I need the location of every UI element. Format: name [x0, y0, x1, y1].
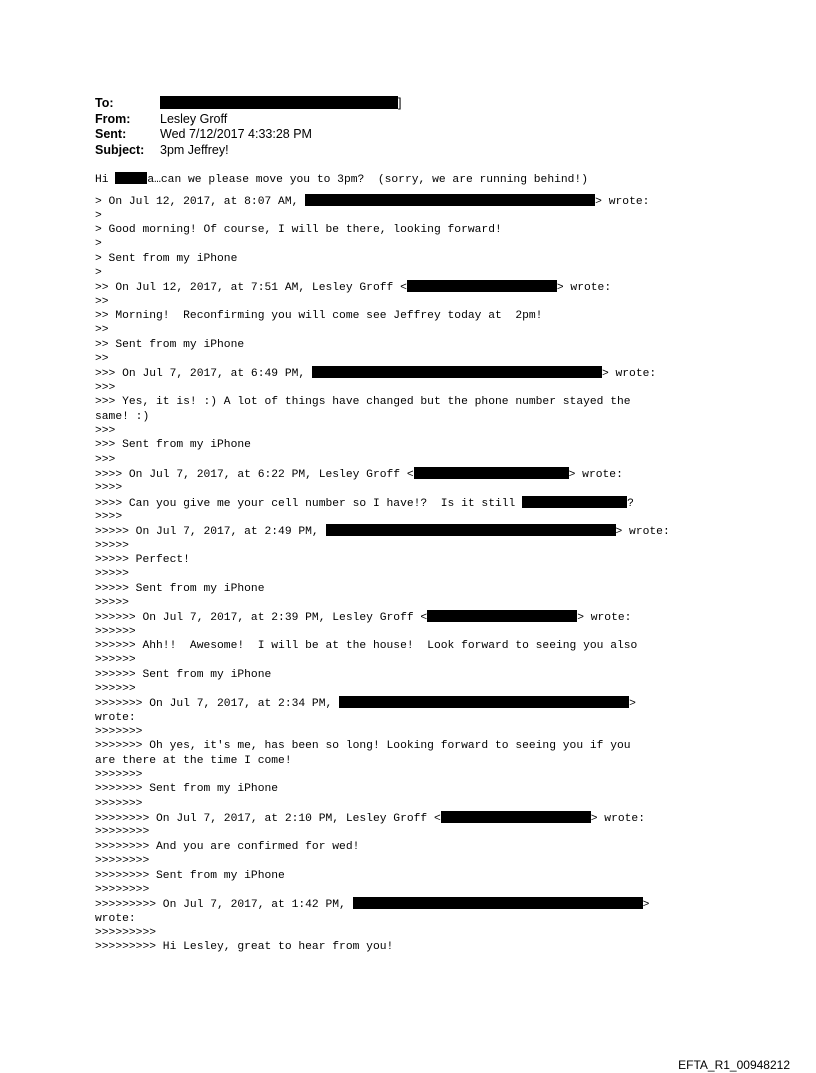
body-line	[95, 280, 735, 294]
body-line: >>>	[95, 381, 116, 394]
spacer	[95, 186, 735, 194]
line-text: > wrote:	[595, 196, 650, 209]
redaction-bar	[115, 172, 147, 184]
body-line: >>>	[95, 453, 116, 466]
body-line: >> Sent from my iPhone	[95, 338, 245, 351]
body-line: >>> Yes, it is! :) A lot of things have changed but the phone number stayed the	[95, 396, 631, 409]
line-text: > On Jul 12, 2017, at 8:07 AM,	[95, 196, 306, 209]
redaction-bar	[326, 524, 616, 536]
body-line: wrote:	[95, 711, 136, 724]
body-line: >>>>>>> Oh yes, it's me, has been so long! Looking forward to seeing you if you	[95, 740, 631, 753]
body-line: >>>>>> Sent from my iPhone	[95, 668, 272, 681]
document-id: EFTA_R1_00948212	[678, 1058, 790, 1072]
body-line: >>>>>>	[95, 625, 136, 638]
body-line: >>>>>>> Sent from my iPhone	[95, 783, 279, 796]
line-text: Hi	[95, 174, 116, 186]
redaction-bar	[522, 496, 627, 508]
body-line: >>	[95, 324, 109, 337]
redaction-bar	[312, 366, 602, 378]
redaction-bar	[414, 467, 569, 479]
body-line: >>>>	[95, 482, 123, 495]
body-line: >>>	[95, 424, 116, 437]
line-text: a…can we please move you to 3pm? (sorry, we are running behind!)	[147, 174, 588, 186]
from-value: Lesley Groff	[160, 111, 228, 126]
body-line: >>>>>>>> Sent from my iPhone	[95, 869, 285, 882]
body-line: >>>>>>>	[95, 769, 143, 782]
body-line: >>>>>>	[95, 683, 136, 696]
line-text: > wrote:	[590, 813, 645, 826]
body-line: >>>>>>>	[95, 797, 143, 810]
line-text: > wrote:	[615, 526, 670, 539]
body-line	[95, 194, 735, 208]
body-line: are there at the time I come!	[95, 754, 292, 767]
line-text: >>>>>> On Jul 7, 2017, at 2:39 PM, Lesley Groff <	[95, 612, 428, 625]
body-line: >	[95, 209, 102, 222]
body-line: >>	[95, 353, 109, 366]
to-bracket: ]	[398, 96, 402, 110]
redaction-bar	[407, 280, 557, 292]
line-text: >>>>> On Jul 7, 2017, at 2:49 PM,	[95, 526, 326, 539]
body-line: >>>>>>	[95, 654, 136, 667]
redaction-bar	[427, 610, 577, 622]
to-value	[160, 96, 401, 112]
body-line	[95, 172, 735, 186]
body-line	[95, 610, 735, 624]
line-text: ?	[627, 497, 634, 510]
body-line: >>>>>	[95, 596, 129, 609]
body-line: >>>>> Perfect!	[95, 553, 190, 566]
body-line: wrote:	[95, 912, 136, 925]
body-line: >>>>>>>>> Hi Lesley, great to hear from you!	[95, 941, 394, 954]
body-line: >	[95, 238, 102, 251]
body-line: >	[95, 267, 102, 280]
body-line	[95, 696, 735, 710]
redaction-bar	[353, 897, 643, 909]
body-line	[95, 897, 735, 911]
line-text: >>> On Jul 7, 2017, at 6:49 PM,	[95, 368, 312, 381]
line-text: > wrote:	[568, 468, 623, 481]
body-line: >>>>>>>>	[95, 826, 150, 839]
body-line: >>>>>> Ahh!! Awesome! I will be at the house! Look forward to seeing you also	[95, 640, 638, 652]
body-line: > Good morning! Of course, I will be there, looking forward!	[95, 224, 502, 237]
line-text: >>>>>>> On Jul 7, 2017, at 2:34 PM,	[95, 698, 340, 711]
sent-label: Sent:	[95, 127, 127, 141]
from-label: From:	[95, 111, 131, 126]
line-text: >>>> Can you give me your cell number so I have!? Is it still	[95, 497, 523, 510]
line-text: >	[642, 899, 650, 912]
line-text: > wrote:	[556, 282, 612, 295]
body-line: >> Morning! Reconfirming you will come see Jeffrey today at 2pm!	[95, 310, 543, 323]
body-line	[95, 496, 735, 510]
body-line: >>> Sent from my iPhone	[95, 439, 251, 452]
body-line: >>>>>>>	[95, 726, 143, 739]
sent-value: Wed 7/12/2017 4:33:28 PM	[160, 127, 312, 141]
body-line: >>	[95, 295, 109, 308]
redaction-bar	[339, 696, 629, 708]
line-text: >> On Jul 12, 2017, at 7:51 AM, Lesley Groff <	[95, 282, 407, 295]
body-line: >>>>> Sent from my iPhone	[95, 582, 265, 595]
body-line: > Sent from my iPhone	[95, 252, 238, 265]
redaction-bar	[305, 194, 595, 206]
body-line: >>>>>>>> And you are confirmed for wed!	[95, 840, 360, 853]
line-text: > wrote:	[577, 612, 632, 625]
body-line	[95, 811, 735, 825]
redaction-bar	[441, 811, 591, 823]
line-text: >>>>>>>>> On Jul 7, 2017, at 1:42 PM,	[95, 899, 353, 912]
body-line	[95, 467, 735, 481]
subject-value: 3pm Jeffrey!	[160, 142, 229, 157]
body-line: >>>>	[95, 510, 123, 523]
body-line: >>>>>>>>>	[95, 926, 157, 939]
body-line: >>>>>	[95, 539, 129, 552]
line-text: > wrote:	[601, 368, 657, 381]
line-text: >>>>>>>> On Jul 7, 2017, at 2:10 PM, Lesley Groff <	[95, 813, 441, 826]
to-label: To:	[95, 96, 114, 110]
line-text: >	[629, 698, 636, 711]
body-line	[95, 366, 735, 380]
body-line: same! :)	[95, 410, 150, 423]
line-text: >>>> On Jul 7, 2017, at 6:22 PM, Lesley Groff <	[95, 468, 414, 481]
body-line: >>>>>>>>	[95, 855, 150, 868]
body-line	[95, 524, 735, 538]
subject-label: Subject:	[95, 142, 145, 157]
email-body	[95, 172, 735, 955]
body-line: >>>>>	[95, 568, 129, 581]
body-line: >>>>>>>>	[95, 883, 150, 896]
redaction-bar	[160, 96, 398, 109]
